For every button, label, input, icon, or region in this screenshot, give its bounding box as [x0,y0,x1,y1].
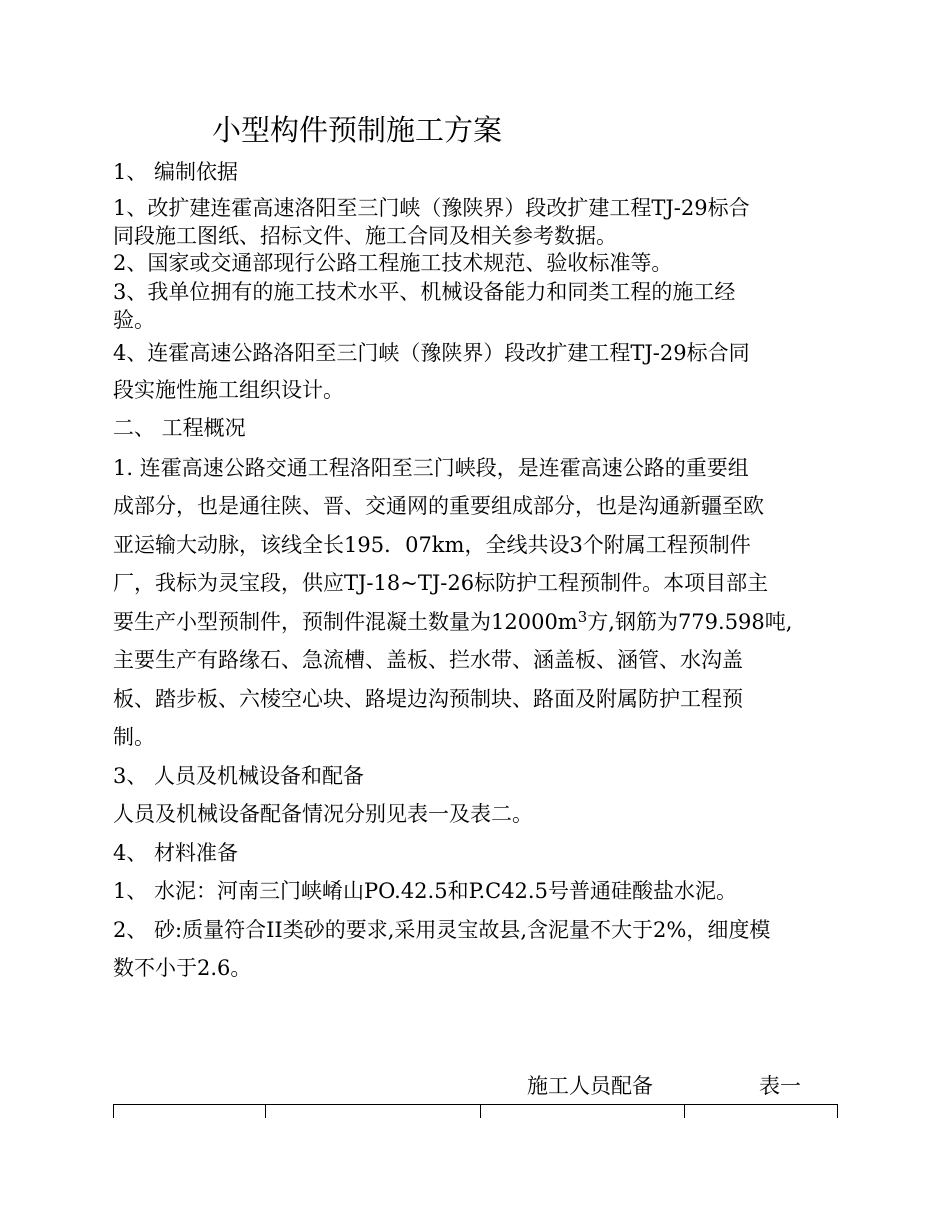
paragraph-line: 板、踏步板、六棱空心块、路堤边沟预制块、路面及附属防护工程预 [113,687,743,711]
paragraph-line: 人员及机械设备配备情况分别见表一及表二。 [113,802,533,826]
paragraph-line: 主要生产有路缘石、急流槽、盖板、拦水带、涵盖板、涵管、水沟盖 [113,648,743,672]
table-column-divider [837,1104,838,1118]
document-title: 小型构件预制施工方案 [212,113,503,147]
paragraph-line: 段实施性施工组织设计。 [113,378,344,402]
table-number: 表一 [759,1074,801,1098]
paragraph-line: 厂，我标为灵宝段，供应TJ-18~TJ-26标防护工程预制件。本项目部主 [113,571,769,595]
table-column-divider [684,1104,685,1118]
paragraph-line: 验。 [113,308,155,332]
paragraph-line: 1. 连霍高速公路交通工程洛阳至三门峡段，是连霍高速公路的重要组 [113,456,749,480]
paragraph-line: 3、我单位拥有的施工技术水平、机械设备能力和同类工程的施工经 [113,280,736,304]
paragraph-line: 数不小于2.6。 [113,956,252,980]
heading-materials: 4、 材料准备 [113,841,239,865]
quantity-text: 要生产小型预制件，预制件混凝土数量为12000m [113,610,578,634]
paragraph-line: 1、 水泥：河南三门峡崤山PO.42.5和P.C42.5号普通硅酸盐水泥。 [113,879,737,903]
heading-basis: 1、 编制依据 [113,160,239,184]
paragraph-line: 亚运输大动脉，该线全长195．07km，全线共设3个附属工程预制件 [113,533,751,557]
paragraph-line: 1、改扩建连霍高速洛阳至三门峡（豫陕界）段改扩建工程TJ-29标合 [113,196,750,220]
superscript-cubic: 3 [577,608,588,626]
heading-staffing: 3、 人员及机械设备和配备 [113,764,365,788]
paragraph-line: 4、连霍高速公路洛阳至三门峡（豫陕界）段改扩建工程TJ-29标合同 [113,341,750,365]
paragraph-line-quantity [113,609,792,635]
table-top-border [113,1104,838,1105]
paragraph-line: 同段施工图纸、招标文件、施工合同及相关参考数据。 [113,224,617,248]
paragraph-line: 制。 [113,725,155,749]
table-caption: 施工人员配备 [527,1074,653,1098]
heading-overview: 二、 工程概况 [113,416,246,440]
quantity-tail: 方,钢筋为779.598吨, [587,610,793,634]
table-column-divider [113,1104,114,1118]
paragraph-line: 成部分，也是通往陕、晋、交通网的重要组成部分，也是沟通新疆至欧 [113,494,764,518]
paragraph-line: 2、国家或交通部现行公路工程施工技术规范、验收标准等。 [113,251,673,275]
table-column-divider [480,1104,481,1118]
paragraph-line: 2、 砂:质量符合II类砂的要求,采用灵宝故县,含泥量不大于2%，细度模 [113,918,771,942]
table-column-divider [265,1104,266,1118]
